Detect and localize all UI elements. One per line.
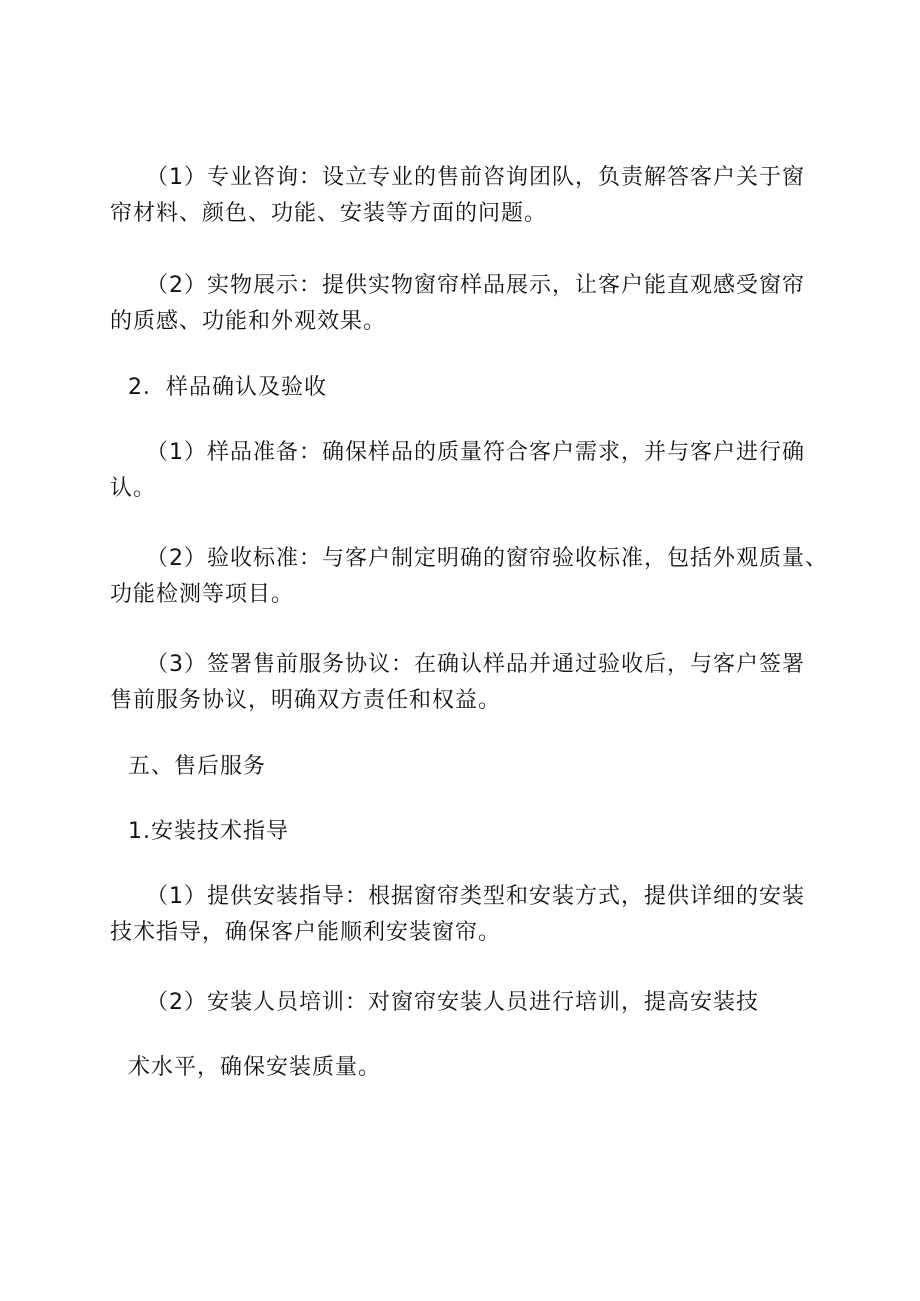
paragraph-installation-guide <box>110 879 805 951</box>
text-line: 帘材料、颜色、功能、安装等方面的问题。 <box>110 201 548 226</box>
text-line: （1）专业咨询：设立专业的售前咨询团队，负责解答客户关于窗 <box>146 165 805 190</box>
paragraph-physical-display <box>110 268 805 340</box>
text-line: 功能检测等项目。 <box>110 582 295 607</box>
paragraph-installer-training-continued <box>128 1050 800 1086</box>
text-line: （2）安装人员培训：对窗帘安装人员进行培训，提高安装技 <box>146 990 759 1015</box>
paragraph-presale-consulting <box>110 160 805 232</box>
heading-after-sales-service <box>128 749 800 785</box>
text-line: 售前服务协议，明确双方责任和权益。 <box>110 688 502 713</box>
text-line: 2．样品确认及验收 <box>128 375 327 400</box>
heading-sample-confirmation <box>128 370 800 406</box>
text-line: （2）验收标准：与客户制定明确的窗帘验收标准，包括外观质量、 <box>146 546 828 571</box>
text-line: （3）签署售前服务协议：在确认样品并通过验收后，与客户签署 <box>146 652 805 677</box>
text-line: 的质感、功能和外观效果。 <box>110 309 387 334</box>
text-line: （2）实物展示：提供实物窗帘样品展示，让客户能直观感受窗帘 <box>146 273 805 298</box>
paragraph-installer-training <box>128 985 800 1021</box>
text-line: 技术指导，确保客户能顺利安装窗帘。 <box>110 920 502 945</box>
text-line: 1.安装技术指导 <box>128 819 289 844</box>
text-line: 五、售后服务 <box>128 754 267 779</box>
text-line: 术水平，确保安装质量。 <box>128 1055 382 1080</box>
text-line: 认。 <box>110 476 157 501</box>
paragraph-sample-preparation <box>110 435 805 507</box>
text-line: （1）提供安装指导：根据窗帘类型和安装方式，提供详细的安装 <box>146 884 805 909</box>
paragraph-acceptance-standard <box>110 541 828 613</box>
heading-installation-guidance <box>128 814 800 850</box>
text-line: （1）样品准备：确保样品的质量符合客户需求，并与客户进行确 <box>146 440 805 465</box>
paragraph-presale-agreement <box>110 647 805 719</box>
